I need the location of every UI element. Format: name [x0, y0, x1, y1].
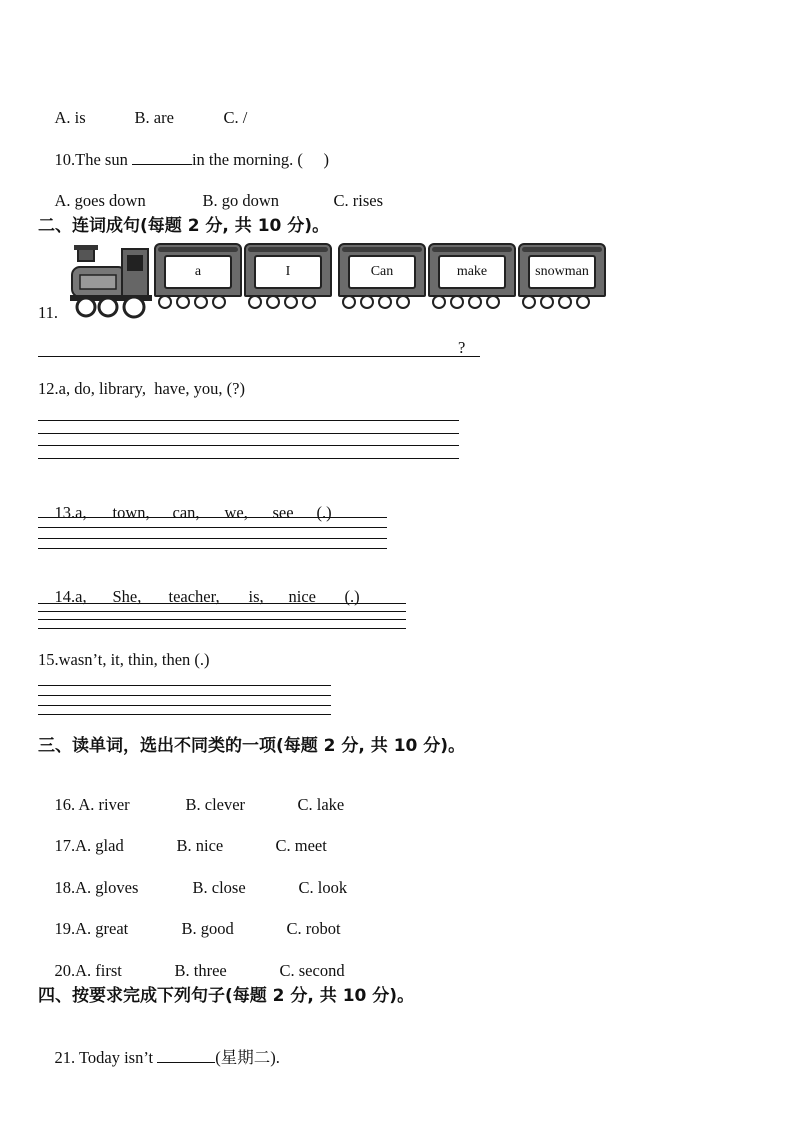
q13-writing-line-4[interactable] [38, 548, 387, 549]
train-car-4 [428, 243, 516, 297]
q14-writing-line-3[interactable] [38, 619, 406, 620]
q18-option-c: C. look [298, 878, 348, 897]
q13-writing-line-3[interactable] [38, 538, 387, 539]
q13-word-3: can, [172, 503, 200, 522]
q10-text-before: The sun [75, 150, 132, 169]
q14-word-2: She, [112, 587, 142, 606]
q14-writing-line-2[interactable] [38, 611, 406, 612]
q13-question [38, 483, 332, 543]
q16-option-c: C. lake [297, 795, 345, 814]
train-word-4: make [438, 255, 506, 289]
train-word-5: snowman [528, 255, 596, 289]
car-3-wheels [342, 295, 410, 309]
car-2-wheels [248, 295, 316, 309]
q14-writing-line-4[interactable] [38, 628, 406, 629]
q16-option-b: B. clever [185, 795, 246, 814]
q13-writing-line-2[interactable] [38, 527, 387, 528]
q13-word-1: 13.a, [54, 503, 87, 522]
train-word-1: a [164, 255, 232, 289]
car-1-wheels [158, 295, 226, 309]
q14-writing-line-1[interactable] [38, 603, 406, 604]
q14-question [38, 567, 360, 627]
q9-option-a: A. is [54, 108, 86, 127]
train-car-5 [518, 243, 606, 297]
q13-writing-line-1[interactable] [38, 517, 387, 518]
section-3-title: 三、读单词，选出不同类的一项(每题 2 分, 共 10 分)。 [38, 736, 466, 756]
section-2-title: 二、连词成句(每题 2 分, 共 10 分)。 [38, 216, 330, 236]
q12-question: 12.a, do, library, have, you, (?) [38, 379, 245, 398]
q19-option-b: B. good [181, 919, 234, 938]
q19-option-c: C. robot [286, 919, 341, 938]
q11-number: 11. [38, 303, 59, 322]
q21-text-after: (星期二). [215, 1048, 280, 1067]
train-word-2: I [254, 255, 322, 289]
q14-word-1: 14.a, [54, 587, 87, 606]
q15-writing-line-1[interactable] [38, 685, 331, 686]
q13-word-6: (.) [316, 503, 332, 522]
q18-option-a: 18.A. gloves [54, 878, 139, 897]
train-illustration [70, 243, 610, 321]
q10-number: 10. [54, 150, 76, 169]
q20-option-c: C. second [279, 961, 345, 980]
q14-word-3: teacher, [168, 587, 220, 606]
train-word-3: Can [348, 255, 416, 289]
q15-writing-line-3[interactable] [38, 705, 331, 706]
q21-text-before: 21. Today isn’t [54, 1048, 158, 1067]
train-car-1 [154, 243, 242, 297]
q10-option-a: A. goes down [54, 191, 146, 210]
q12-writing-line-3[interactable] [38, 445, 459, 446]
q15-writing-line-2[interactable] [38, 695, 331, 696]
q17-option-b: B. nice [176, 836, 224, 855]
q20-option-b: B. three [174, 961, 227, 980]
q12-writing-line-1[interactable] [38, 420, 459, 421]
q14-word-5: nice [288, 587, 316, 606]
q14-word-6: (.) [344, 587, 360, 606]
q9-option-c: C. / [223, 108, 248, 127]
q11-end-mark: ? [458, 338, 466, 357]
q12-writing-line-4[interactable] [38, 458, 459, 459]
q15-question: 15.wasn’t, it, thin, then (.) [38, 650, 210, 669]
q12-writing-line-2[interactable] [38, 433, 459, 434]
q13-word-2: town, [112, 503, 150, 522]
q13-word-5: see [272, 503, 294, 522]
q20-option-a: 20.A. first [54, 961, 122, 980]
q11-answer-line[interactable] [38, 356, 480, 357]
q18-option-b: B. close [192, 878, 246, 897]
q15-writing-line-4[interactable] [38, 714, 331, 715]
q10-option-c: C. rises [333, 191, 383, 210]
car-4-wheels [432, 295, 500, 309]
section-4-title: 四、按要求完成下列句子(每题 2 分, 共 10 分)。 [38, 986, 415, 1006]
car-5-wheels [522, 295, 590, 309]
train-car-3 [338, 243, 426, 297]
q21-question [38, 1024, 280, 1088]
q10-text-after: in the morning. ( ) [191, 150, 329, 169]
q17-option-a: 17.A. glad [54, 836, 124, 855]
q10-option-b: B. go down [202, 191, 280, 210]
locomotive-icon [70, 243, 152, 319]
q13-word-4: we, [224, 503, 248, 522]
q17-option-c: C. meet [275, 836, 327, 855]
q10-blank[interactable] [132, 150, 192, 165]
q21-blank[interactable] [157, 1048, 215, 1063]
q19-option-a: 19.A. great [54, 919, 129, 938]
train-car-2 [244, 243, 332, 297]
q14-word-4: is, [248, 587, 264, 606]
q9-option-b: B. are [134, 108, 174, 127]
q16-option-a: 16. A. river [54, 795, 130, 814]
